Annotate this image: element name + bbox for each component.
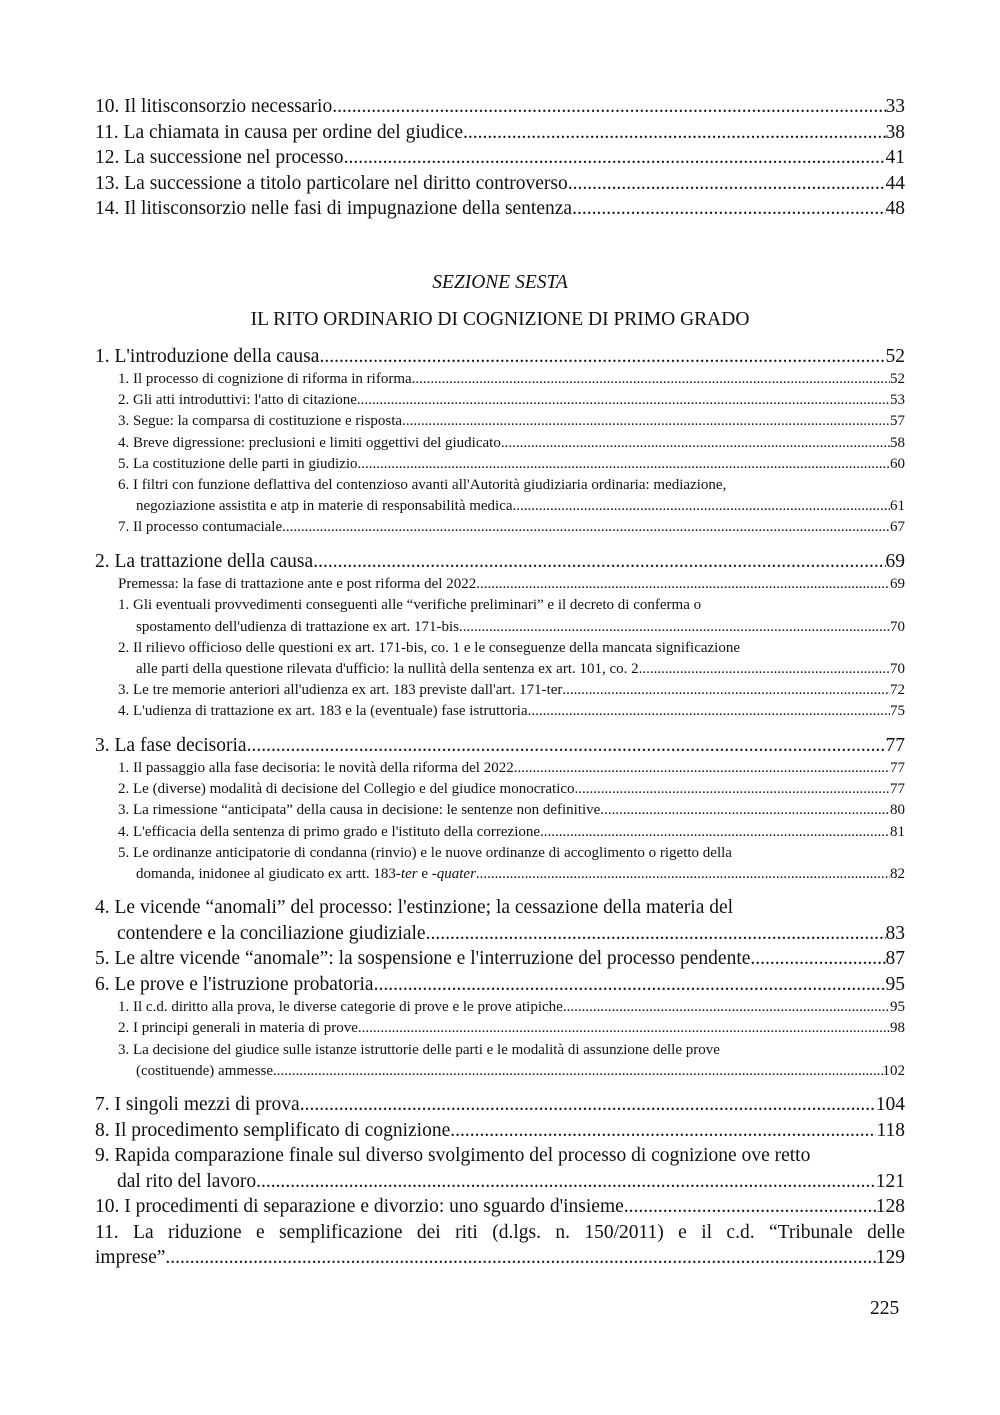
toc-entry: 14. Il litisconsorzio nelle fasi di impugnazione della sentenza ..... 48 — [95, 196, 905, 222]
toc-subentry: 2. Le (diverse) modalità di decisione del Collegio e del giudice monocratico ..... 77 — [95, 779, 905, 800]
toc-chapter: 1. L'introduzione della causa ..... 52 — [95, 344, 905, 370]
toc-subentry-line: 6. I filtri con funzione deflattiva del contenzioso avanti all'Autorità giudiziaria ordinaria: mediazione, — [118, 477, 727, 494]
toc-subentry-line: 2. Il rilievo officioso delle questioni ex art. 171-bis, co. 1 e le conseguenze della mancata significazione — [118, 639, 741, 656]
section-label: SEZIONE SESTA — [432, 271, 568, 293]
toc-subentry-multiline — [95, 1040, 905, 1082]
toc-entry: 12. La successione nel processo ..... 41 — [95, 145, 905, 171]
toc-chapter-line: 9. Rapida comparazione finale sul diverso svolgimento del processo di cognizione ove retto — [95, 1145, 811, 1167]
toc-chapter-multiline — [95, 1143, 905, 1194]
toc-chapter: 8. Il procedimento semplificato di cognizione ..... 118 — [95, 1118, 905, 1144]
toc-chapter-line: imprese” ..... 129 — [95, 1245, 905, 1271]
section-title: IL RITO ORDINARIO DI COGNIZIONE DI PRIMO GRADO — [250, 308, 750, 330]
toc-subentry: 4. Breve digressione: preclusioni e limiti oggettivi del giudicato ..... 58 — [95, 433, 905, 454]
toc-subentry-line: domanda, inidonee al giudicato ex artt. 183-ter e -quater ..... 82 — [118, 864, 905, 885]
toc-subentry-multiline — [95, 843, 905, 885]
toc-subentry: 5. La costituzione delle parti in giudizio ..... 60 — [95, 454, 905, 475]
toc-chapter-line: dal rito del lavoro ..... 121 — [95, 1169, 905, 1195]
toc-subentry-multiline — [95, 475, 905, 517]
toc-subentry-line: (costituende) ammesse ..... 102 — [118, 1061, 905, 1082]
toc-subentry-line: 3. La decisione del giudice sulle istanze istruttorie delle parti e le modalità di assunzione delle prove — [118, 1041, 720, 1058]
toc-subentry: 1. Il processo di cognizione di riforma in riforma ..... 52 — [95, 369, 905, 390]
toc-subentry-multiline — [95, 595, 905, 637]
toc-chapter-line: 11. La riduzione e semplificazione dei riti (d.lgs. n. 150/2011) e il c.d. “Tribunale delle — [95, 1221, 905, 1243]
toc-entry: 13. La successione a titolo particolare nel diritto controverso ..... 44 — [95, 171, 905, 197]
toc-subentry-line: spostamento dell'udienza di trattazione ex art. 171-bis ..... 70 — [118, 617, 905, 638]
toc-subentry: 4. L'udienza di trattazione ex art. 183 e la (eventuale) fase istruttoria ..... 75 — [95, 701, 905, 722]
toc-subentry: 7. Il processo contumaciale ..... 67 — [95, 517, 905, 538]
toc-subentry: 3. Segue: la comparsa di costituzione e risposta ..... 57 — [95, 411, 905, 432]
toc-subentry: 1. Il c.d. diritto alla prova, le diverse categorie di prove e le prove atipiche ..... 95 — [95, 997, 905, 1018]
toc-subentry: Premessa: la fase di trattazione ante e post riforma del 2022 ..... 69 — [95, 574, 905, 595]
toc-chapter-line: 4. Le vicende “anomali” del processo: l'estinzione; la cessazione della materia del — [95, 897, 734, 919]
toc-subentry: 3. La rimessione “anticipata” della causa in decisione: le sentenze non definitive ..... 80 — [95, 800, 905, 821]
toc-chapter: 2. La trattazione della causa ..... 69 — [95, 549, 905, 575]
toc-subentry: 1. Il passaggio alla fase decisoria: le novità della riforma del 2022 ..... 77 — [95, 758, 905, 779]
toc-entry: 11. La chiamata in causa per ordine del giudice ..... 38 — [95, 120, 905, 146]
toc-subentry-line: alle parti della questione rilevata d'ufficio: la nullità della sentenza ex art. 101, co. 2 ..... 70 — [118, 659, 905, 680]
toc-chapter-multiline — [95, 1220, 905, 1271]
page-number: 225 — [870, 1298, 900, 1319]
toc-subentry-line: 1. Gli eventuali provvedimenti conseguenti alle “verifiche preliminari” e il decreto di conferma o — [118, 597, 702, 614]
toc-subentry: 2. I principi generali in materia di prove ..... 98 — [95, 1018, 905, 1039]
toc-chapter: 5. Le altre vicende “anomale”: la sospensione e l'interruzione del processo pendente ..... 87 — [95, 946, 905, 972]
toc-chapter: 3. La fase decisoria ..... 77 — [95, 733, 905, 759]
toc-chapter-line: contendere e la conciliazione giudiziale ..... 83 — [95, 921, 905, 947]
table-of-contents — [95, 94, 905, 1271]
toc-chapter: 7. I singoli mezzi di prova ..... 104 — [95, 1092, 905, 1118]
toc-subentry: 3. Le tre memorie anteriori all'udienza ex art. 183 previste dall'art. 171-ter ..... 72 — [95, 680, 905, 701]
toc-chapter-multiline — [95, 895, 905, 946]
toc-subentry-line: negoziazione assistita e atp in materie di responsabilità medica ..... 61 — [118, 496, 905, 517]
toc-subentry-multiline — [95, 638, 905, 680]
toc-chapter: 6. Le prove e l'istruzione probatoria ..... 95 — [95, 972, 905, 998]
toc-entry: 10. Il litisconsorzio necessario ..... 33 — [95, 94, 905, 120]
toc-chapter: 10. I procedimenti di separazione e divorzio: uno sguardo d'insieme ..... 128 — [95, 1194, 905, 1220]
toc-subentry: 2. Gli atti introduttivi: l'atto di citazione ..... 53 — [95, 390, 905, 411]
toc-subentry: 4. L'efficacia della sentenza di primo grado e l'istituto della correzione ..... 81 — [95, 822, 905, 843]
toc-subentry-line: 5. Le ordinanze anticipatorie di condanna (rinvio) e le nuove ordinanze di accoglimento o rigetto della — [118, 844, 732, 861]
